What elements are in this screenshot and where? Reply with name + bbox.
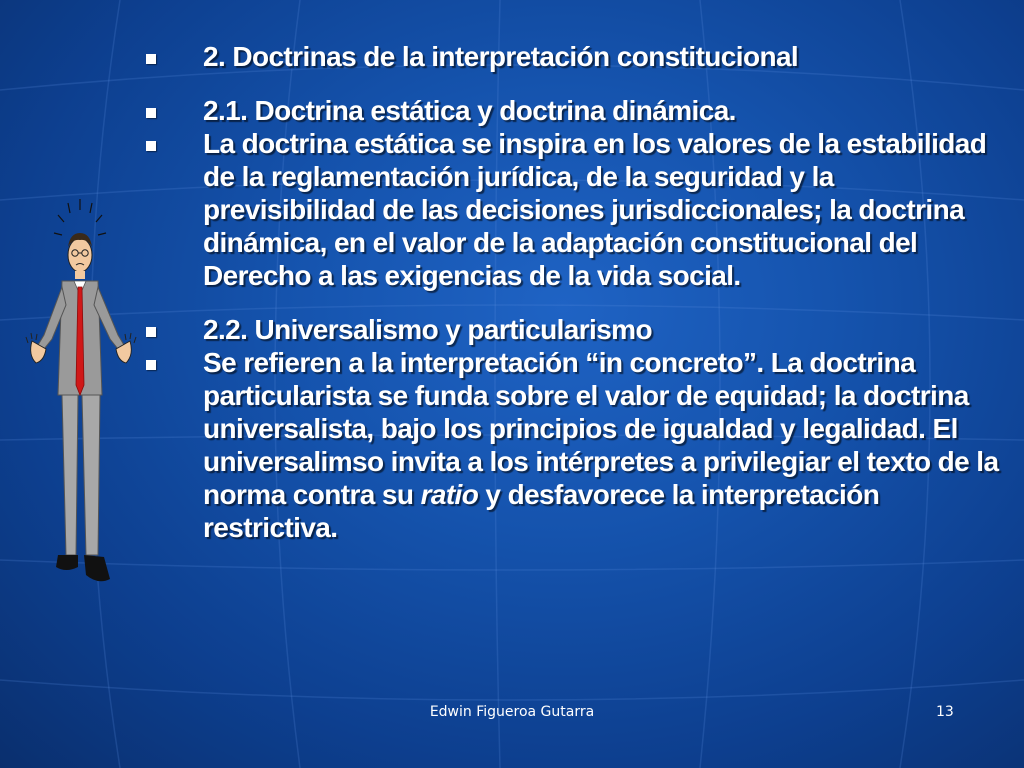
- bullet-item: [142, 313, 1002, 346]
- bullet-item: [142, 346, 1002, 544]
- square-bullet-icon: [146, 54, 156, 64]
- subsection-heading: 2.1. Doctrina estática y doctrina dinámica.: [203, 95, 736, 126]
- footer-author: Edwin Figueroa Gutarra: [429, 704, 595, 720]
- square-bullet-icon: [146, 327, 156, 337]
- bullet-item: [142, 40, 1002, 73]
- square-bullet-icon: [146, 360, 156, 370]
- square-bullet-icon: [146, 108, 156, 118]
- square-bullet-icon: [146, 141, 156, 151]
- bullet-item: [142, 94, 1002, 127]
- slide-body: [142, 40, 1002, 544]
- subsection-heading: 2.2. Universalismo y particularismo: [203, 314, 652, 345]
- italic-term: ratio: [420, 479, 479, 510]
- section-heading: 2. Doctrinas de la interpretación constitucional: [203, 41, 799, 72]
- paragraph-text-end: y desfavorece la interpretación restrictiva.: [203, 479, 880, 543]
- bullet-paragraph: [203, 347, 998, 543]
- confused-businessman-icon: [22, 195, 140, 595]
- bullet-paragraph: La doctrina estática se inspira en los valores de la estabilidad de la reglamentación jurídica, de la seguridad y la previsibilidad de las decisiones jurisdiccionales; la doctrina dinámica, en el valor de la adaptación constitucional del Derecho a las exigencias de la vida social.: [203, 128, 987, 291]
- page-number: 13: [936, 704, 954, 720]
- bullet-item: [142, 127, 1002, 292]
- paragraph-text-start: Se refieren a la interpretación “in concreto”. La doctrina particularista se funda sobre el valor de equidad; la doctrina universalista, bajo los principios de igualdad y legalidad. El universalimso invita a los intérpretes a privilegiar el texto de la norma contra su: [203, 347, 999, 510]
